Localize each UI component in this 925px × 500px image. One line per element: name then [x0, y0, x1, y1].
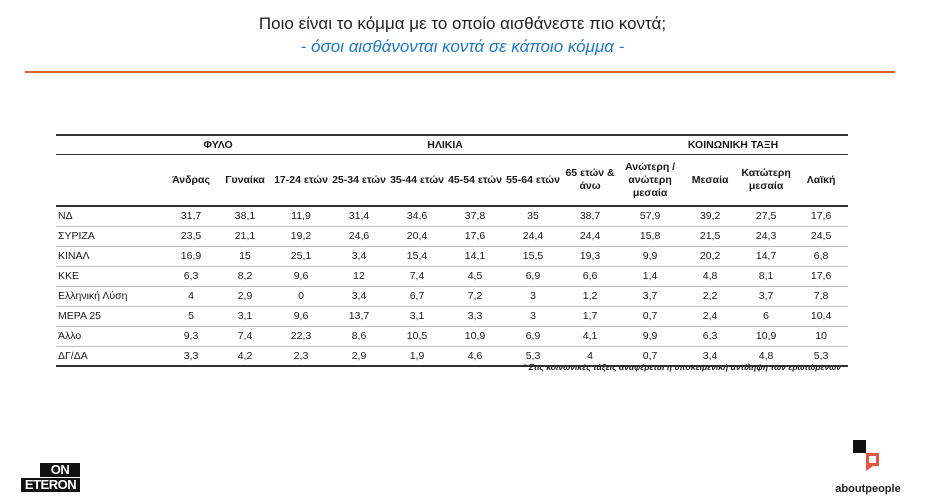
table-cell: 5,3	[504, 346, 562, 366]
table-cell: 7,4	[218, 326, 272, 346]
table-cell: 15,5	[504, 246, 562, 266]
table-cell: 10,9	[446, 326, 504, 346]
table-cell: 14,7	[738, 246, 794, 266]
column-header-empty	[56, 155, 164, 207]
table-cell: 9,9	[618, 246, 682, 266]
table-cell: 3,4	[682, 346, 738, 366]
table-cell: 21,1	[218, 226, 272, 246]
table-cell: 11,9	[272, 206, 330, 226]
table-cell: 7,8	[794, 286, 848, 306]
group-header-row	[56, 135, 848, 155]
table-cell: 0	[272, 286, 330, 306]
table-cell: 1,2	[562, 286, 618, 306]
table-cell: 19,2	[272, 226, 330, 246]
table-cell: 24,4	[562, 226, 618, 246]
table-cell: 0,7	[618, 306, 682, 326]
table-cell: 15	[218, 246, 272, 266]
table-row	[56, 246, 848, 266]
table-cell: 2,2	[682, 286, 738, 306]
logo-left-line1: ON	[40, 463, 80, 477]
group-header-gender: ΦΥΛΟ	[164, 135, 272, 155]
table-cell: 10,5	[388, 326, 446, 346]
table-cell: 31,4	[330, 206, 388, 226]
table-cell: 20,4	[388, 226, 446, 246]
table-cell: 16,9	[164, 246, 218, 266]
table-row	[56, 306, 848, 326]
table-cell: 25,1	[272, 246, 330, 266]
table-cell: 1,9	[388, 346, 446, 366]
table-row	[56, 286, 848, 306]
table-cell: 4	[562, 346, 618, 366]
table-cell: 8,6	[330, 326, 388, 346]
aboutpeople-logo	[828, 440, 908, 495]
table-cell: 6,7	[388, 286, 446, 306]
table-cell: 2,9	[330, 346, 388, 366]
table-cell: 15,4	[388, 246, 446, 266]
table-cell: 14,1	[446, 246, 504, 266]
table-cell: 34,6	[388, 206, 446, 226]
table-cell: 9,6	[272, 266, 330, 286]
aboutpeople-mark-icon	[853, 440, 885, 472]
row-label: ΚΚΕ	[56, 266, 164, 286]
table-cell: 24,6	[330, 226, 388, 246]
table-cell: 2,3	[272, 346, 330, 366]
table-cell: 13,7	[330, 306, 388, 326]
table-cell: 10,4	[794, 306, 848, 326]
logo-left-line2: ETERON	[21, 478, 80, 492]
table-cell: 38,7	[562, 206, 618, 226]
column-header: 55-64 ετών	[504, 155, 562, 207]
table-cell: 39,2	[682, 206, 738, 226]
column-header: 25-34 ετών	[330, 155, 388, 207]
table-cell: 35	[504, 206, 562, 226]
table-cell: 2,9	[218, 286, 272, 306]
title-divider	[25, 71, 895, 73]
column-header: Γυναίκα	[218, 155, 272, 207]
table-cell: 15,8	[618, 226, 682, 246]
table-cell: 1,4	[618, 266, 682, 286]
table-cell: 4,6	[446, 346, 504, 366]
table-cell: 17,6	[794, 206, 848, 226]
table-row	[56, 326, 848, 346]
table-cell: 3,1	[218, 306, 272, 326]
table-cell: 31,7	[164, 206, 218, 226]
on-eteron-logo	[21, 463, 80, 493]
table-cell: 9,9	[618, 326, 682, 346]
table-cell: 6,8	[794, 246, 848, 266]
row-label: ΔΓ/ΔΑ	[56, 346, 164, 366]
table-cell: 3,7	[618, 286, 682, 306]
table-cell: 24,4	[504, 226, 562, 246]
table-body	[56, 206, 848, 366]
table-cell: 5	[164, 306, 218, 326]
table-cell: 3,4	[330, 246, 388, 266]
row-label: Ελληνική Λύση	[56, 286, 164, 306]
table-cell: 4,1	[562, 326, 618, 346]
table-cell: 4	[164, 286, 218, 306]
row-label: Άλλο	[56, 326, 164, 346]
table-row	[56, 226, 848, 246]
table-cell: 3,3	[164, 346, 218, 366]
table-cell: 17,6	[446, 226, 504, 246]
aboutpeople-wordmark: aboutpeople	[835, 483, 901, 495]
table-cell: 24,3	[738, 226, 794, 246]
table-cell: 8,1	[738, 266, 794, 286]
table-row	[56, 266, 848, 286]
column-header: 65 ετών & άνω	[562, 155, 618, 207]
table-cell: 7,2	[446, 286, 504, 306]
column-header: Ανώτερη / ανώτερη μεσαία	[618, 155, 682, 207]
table-cell: 24,5	[794, 226, 848, 246]
table-cell: 5,3	[794, 346, 848, 366]
results-table	[56, 134, 848, 367]
table-cell: 10	[794, 326, 848, 346]
table-cell: 38,1	[218, 206, 272, 226]
table-cell: 3,4	[330, 286, 388, 306]
table-cell: 20,2	[682, 246, 738, 266]
row-label: ΝΔ	[56, 206, 164, 226]
table-cell: 3,7	[738, 286, 794, 306]
table-cell: 3	[504, 306, 562, 326]
table-cell: 6,3	[682, 326, 738, 346]
table-cell: 3,1	[388, 306, 446, 326]
table-cell: 6,6	[562, 266, 618, 286]
table-cell: 4,2	[218, 346, 272, 366]
table-cell: 6	[738, 306, 794, 326]
table-cell: 9,3	[164, 326, 218, 346]
column-header: Άνδρας	[164, 155, 218, 207]
row-label: ΣΥΡΙΖΑ	[56, 226, 164, 246]
page-subtitle: - όσοι αισθάνονται κοντά σε κάποιο κόμμα -	[300, 37, 625, 56]
column-header: Κατώτερη μεσαία	[738, 155, 794, 207]
page-title: Ποιο είναι το κόμμα με το οποίο αισθάνεστε πιο κοντά;	[258, 14, 667, 33]
table-cell: 4,8	[682, 266, 738, 286]
table-cell: 22,3	[272, 326, 330, 346]
table-cell: 7,4	[388, 266, 446, 286]
table-cell: 0,7	[618, 346, 682, 366]
column-header-row	[56, 155, 848, 207]
table-cell: 1,7	[562, 306, 618, 326]
table-cell: 3,3	[446, 306, 504, 326]
table-cell: 37,8	[446, 206, 504, 226]
column-header: 17-24 ετών	[272, 155, 330, 207]
table-cell: 19,3	[562, 246, 618, 266]
table-cell: 4,5	[446, 266, 504, 286]
table-cell: 4,8	[738, 346, 794, 366]
table-cell: 10,9	[738, 326, 794, 346]
table-cell: 3	[504, 286, 562, 306]
table-cell: 6,3	[164, 266, 218, 286]
column-header: Μεσαία	[682, 155, 738, 207]
column-header: Λαϊκή	[794, 155, 848, 207]
table-cell: 57,9	[618, 206, 682, 226]
row-label: ΜΕΡΑ 25	[56, 306, 164, 326]
table-row	[56, 206, 848, 226]
column-header: 35-44 ετών	[388, 155, 446, 207]
table-cell: 6,9	[504, 266, 562, 286]
table-cell: 27,5	[738, 206, 794, 226]
table-cell: 6,9	[504, 326, 562, 346]
group-header-age: ΗΛΙΚΙΑ	[272, 135, 618, 155]
footnote: * Στις κοινωνικές τάξεις αναφέρεται η υποκειμενική αντίληψη των ερωτώμενων	[523, 362, 841, 372]
table-cell: 8,2	[218, 266, 272, 286]
table-cell: 2,4	[682, 306, 738, 326]
table-cell: 21,5	[682, 226, 738, 246]
row-label: ΚΙΝΑΛ	[56, 246, 164, 266]
table-cell: 9,6	[272, 306, 330, 326]
table-cell: 17,6	[794, 266, 848, 286]
table-cell: 23,5	[164, 226, 218, 246]
group-header-class: ΚΟΙΝΩΝΙΚΗ ΤΑΞΗ	[618, 135, 848, 155]
table-cell: 12	[330, 266, 388, 286]
group-header-empty	[56, 135, 164, 155]
column-header: 45-54 ετών	[446, 155, 504, 207]
